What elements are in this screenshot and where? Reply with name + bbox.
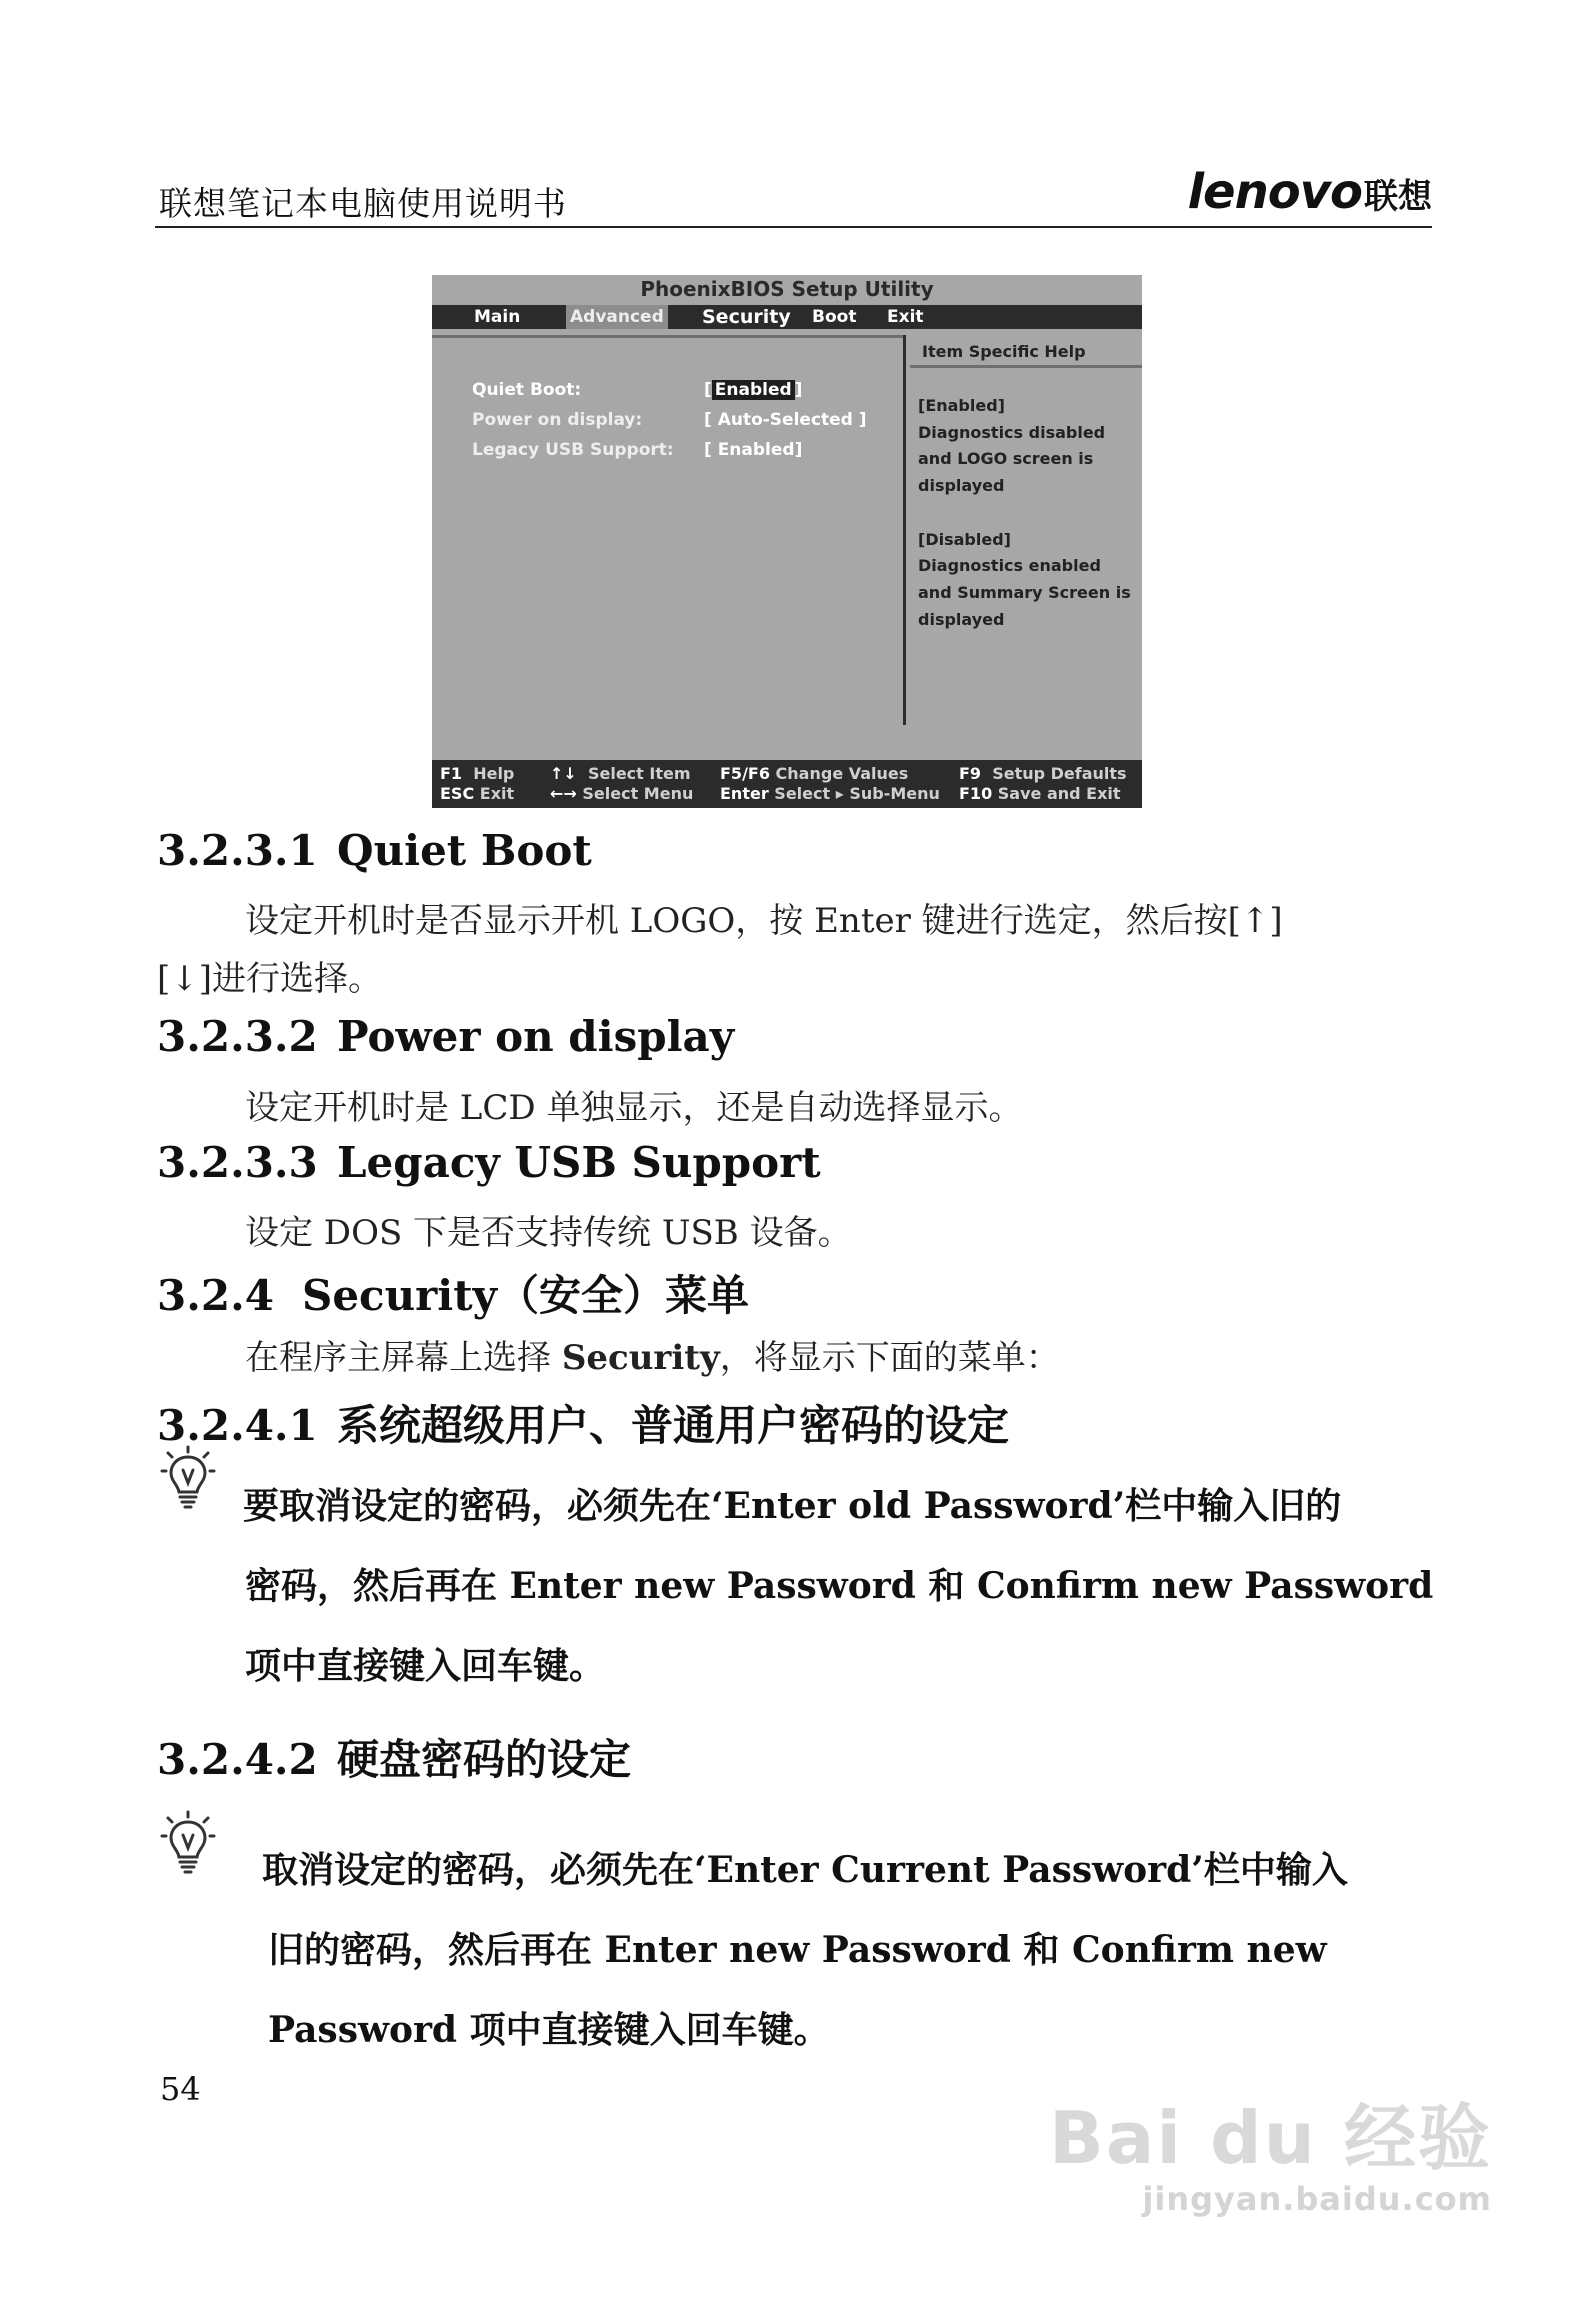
section-title: Power on display [337, 1012, 735, 1061]
key: F9 [959, 764, 982, 783]
header-title: 联想笔记本电脑使用说明书 [159, 184, 567, 223]
bios-rule [432, 335, 904, 338]
bios-footer [432, 760, 1142, 808]
text-bold: Security [561, 1338, 720, 1378]
section-number: 3.2.4 [157, 1271, 274, 1320]
footer-key-f5f6 [720, 764, 908, 783]
bios-menubar [432, 305, 1142, 329]
watermark-sub: jingyan.baidu.com [1142, 2180, 1492, 2218]
section-number: 3.2.3.2 [157, 1012, 318, 1061]
section-number: 3.2.3.1 [157, 826, 318, 875]
lenovo-logo [1188, 164, 1432, 220]
text: 在程序主屏幕上选择 [245, 1338, 562, 1378]
page-header [155, 160, 1432, 228]
footer-key-esc [440, 784, 514, 803]
footer-key-updown [550, 764, 691, 783]
page-number: 54 [160, 2070, 201, 2108]
footer-key-leftright [550, 784, 693, 803]
section-heading-supervisor-password [157, 1393, 1009, 1453]
key: F1 [440, 764, 463, 783]
note1-line2: 密码，然后再在 Enter new Password 和 Confirm new Password [245, 1565, 1434, 1607]
lightbulb-tip-icon [160, 1445, 216, 1513]
key-desc: Setup Defaults [992, 764, 1127, 783]
section-heading-legacy-usb [157, 1138, 821, 1187]
key: F10 [959, 784, 993, 803]
key: Enter [720, 784, 769, 803]
bios-menu-main[interactable]: Main [474, 307, 521, 327]
paragraph-quiet-boot-2: [↓]进行选择。 [157, 959, 383, 999]
text: ，将显示下面的菜单： [719, 1338, 1060, 1378]
lightbulb-tip-icon [160, 1810, 216, 1878]
logo-cn: 联想 [1364, 177, 1432, 217]
section-title: 硬盘密码的设定 [337, 1735, 632, 1784]
section-number: 3.2.4.2 [157, 1735, 318, 1784]
bios-menu-boot[interactable]: Boot [812, 307, 857, 327]
paragraph-security [245, 1330, 1060, 1379]
bracket-close: ] [794, 380, 803, 400]
paragraph-power-on: 设定开机时是 LCD 单独显示，还是自动选择显示。 [245, 1088, 1023, 1128]
option-value-quiet-boot[interactable] [704, 380, 802, 400]
key-desc: Exit [479, 784, 515, 803]
bios-menu-advanced[interactable]: Advanced [566, 305, 668, 329]
key-desc: Select ▸ Sub-Menu [774, 784, 940, 803]
key-desc: Select Menu [582, 784, 694, 803]
bios-menu-security[interactable]: Security [702, 306, 791, 328]
logo-en: lenovo [1187, 164, 1362, 220]
help-text: [Enabled] Diagnostics disabled and LOGO screen is displayed [Disabled] Diagnostics enabled and Summary Screen is displayed [918, 396, 1131, 629]
footer-key-enter [720, 784, 940, 803]
note2-line2: 旧的密码，然后再在 Enter new Password 和 Confirm new [268, 1929, 1327, 1971]
option-value-legacy-usb[interactable]: [ Enabled] [704, 440, 803, 460]
help-box [910, 335, 1142, 368]
footer-key-f9 [959, 764, 1127, 783]
option-label-power-on-display[interactable]: Power on display: [472, 410, 643, 430]
section-heading-hdd-password [157, 1727, 631, 1787]
bios-screenshot [432, 275, 1142, 808]
watermark-main: Bai du 经验 [1048, 2096, 1492, 2180]
key-desc: Change Values [775, 764, 909, 783]
arrow-leftright-icon: ←→ [550, 784, 577, 803]
option-label-quiet-boot[interactable]: Quiet Boot: [472, 380, 582, 400]
key: ESC [440, 784, 475, 803]
note1-line3: 项中直接键入回车键。 [245, 1645, 606, 1687]
section-title: Security（安全）菜单 [302, 1271, 750, 1320]
section-number: 3.2.4.1 [157, 1401, 318, 1450]
paragraph-quiet-boot-1: 设定开机时是否显示开机 LOGO，按 Enter 键进行选定，然后按[↑] [245, 901, 1283, 941]
help-header: Item Specific Help [922, 342, 1086, 361]
bios-menu-exit[interactable]: Exit [887, 307, 924, 327]
section-number: 3.2.3.3 [157, 1138, 318, 1187]
section-heading-power-on-display [157, 1012, 734, 1061]
key-desc: Save and Exit [997, 784, 1121, 803]
note1-line1: 要取消设定的密码，必须先在‘Enter old Password’栏中输入旧的 [243, 1485, 1342, 1527]
section-title: Legacy USB Support [337, 1138, 821, 1187]
selected-value[interactable]: Enabled [712, 380, 795, 400]
key-desc: Select Item [587, 764, 691, 783]
bios-title: PhoenixBIOS Setup Utility [640, 277, 934, 301]
section-title: 系统超级用户、普通用户密码的设定 [337, 1401, 1010, 1450]
note2-line3: Password 项中直接键入回车键。 [268, 2009, 830, 2051]
option-value-power-on-display[interactable]: [ Auto-Selected ] [704, 410, 867, 430]
section-heading-security [157, 1263, 749, 1323]
option-label-legacy-usb[interactable]: Legacy USB Support: [472, 440, 674, 460]
footer-key-f10 [959, 784, 1121, 803]
section-title: Quiet Boot [337, 826, 592, 875]
note2-line1: 取消设定的密码，必须先在‘Enter Current Password’栏中输入 [262, 1849, 1348, 1891]
paragraph-legacy-usb: 设定 DOS 下是否支持传统 USB 设备。 [245, 1213, 852, 1253]
key-desc: Help [473, 764, 515, 783]
section-heading-quiet-boot [157, 826, 592, 875]
footer-key-f1 [440, 764, 514, 783]
key: F5/F6 [720, 764, 770, 783]
bios-divider [903, 335, 906, 725]
arrow-updown-icon: ↑↓ [550, 764, 577, 783]
bracket-open: [ [704, 380, 712, 400]
baidu-watermark [1048, 2080, 1492, 2218]
